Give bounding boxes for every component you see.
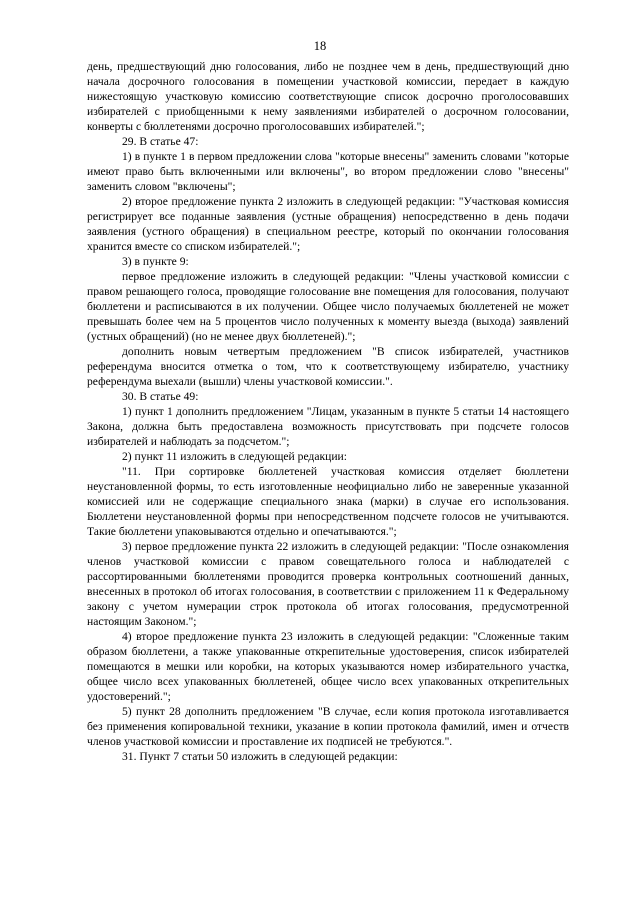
- paragraph: "11. При сортировке бюллетеней участковая комиссия отделяет бюллетени неустановленной формы, то есть изготовленные неофициально либо не заверенные указанной комиссией или не содержащие специального знака (марки) в случае его использования. Бюллетени неустановленной формы при непосредственном подсчете голосов не учитываются. Такие бюллетени упаковываются отдельно и опечатываются.";: [87, 465, 569, 538]
- paragraph: 4) второе предложение пункта 23 изложить в следующей редакции: "Сложенные таким образом бюллетени, а также упакованные открепительные удостоверения, список избирателей помещаются в мешки или коробки, на которых указываются номер избирательного участка, общее число всех упакованных бюллетеней, общее число всех упакованных открепительных удостоверений.";: [87, 630, 569, 703]
- paragraph: 1) в пункте 1 в первом предложении слова "которые внесены" заменить словами "которые имеют право быть включенными или включены", во втором предложении слово "внесены" заменить словом "включены";: [87, 150, 569, 193]
- paragraph: день, предшествующий дню голосования, либо не позднее чем в день, предшествующий дню начала досрочного голосования в помещении участковой комиссии, передает в каждую нижестоящую участковую комиссию соответствующие список досрочно проголосовавших избирателей с приобщенными к нему заявлениями избирателей о досрочном голосовании, конверты с бюллетенями досрочно проголосовавших избирателей.";: [87, 60, 569, 133]
- document-body: [87, 59, 569, 764]
- paragraph: 5) пункт 28 дополнить предложением "В случае, если копия протокола изготавливается без применения копировальной техники, указание в копии протокола фамилий, имен и отчеств членов участковой комиссии и проставление их подписей не требуются.".: [87, 705, 569, 748]
- paragraph: 31. Пункт 7 статьи 50 изложить в следующей редакции:: [122, 750, 398, 763]
- paragraph: первое предложение изложить в следующей редакции: "Члены участковой комиссии с правом решающего голоса, проводящие голосование вне помещения для голосования, получают бюллетени и расписываются в их получении. Общее число получаемых бюллетеней не может превышать более чем на 5 процентов число полученных к моменту выезда (выхода) заявлений (устных обращений) (но не менее двух бюллетеней).";: [87, 270, 569, 343]
- paragraph: дополнить новым четвертым предложением "В список избирателей, участников референдума вносится отметка о том, что к соответствующему избирателю, участнику референдума выехали (вышли) члены участковой комиссии.".: [87, 345, 569, 388]
- paragraph: 2) второе предложение пункта 2 изложить в следующей редакции: "Участковая комиссия регистрирует все поданные заявления (устные обращения) непосредственно в день подачи заявления (устного обращения) в специальном реестре, который по окончании голосования хранится вместе со списком избирателей.";: [87, 195, 569, 253]
- paragraph: 3) в пункте 9:: [122, 255, 189, 268]
- page-number: 18: [313, 39, 327, 53]
- paragraph: 29. В статье 47:: [122, 135, 199, 148]
- paragraph: 30. В статье 49:: [122, 390, 199, 403]
- paragraph: 2) пункт 11 изложить в следующей редакции:: [122, 450, 347, 463]
- paragraph: 3) первое предложение пункта 22 изложить в следующей редакции: "После ознакомления членов участковой комиссии с правом совещательного голоса и наблюдателей с рассортированными бюллетенями проводится проверка контрольных соотношений данных, внесенных в протокол об итогах голосования, в соответствии с приложением 11 к Федеральному закону с учетом нумерации строк протокола об итогах голосования, предусмотренной настоящим Законом.";: [87, 540, 569, 628]
- paragraph: 1) пункт 1 дополнить предложением "Лицам, указанным в пункте 5 статьи 14 настоящего Закона, должна быть предоставлена возможность присутствовать при подсчете голосов избирателей и наблюдать за подсчетом.";: [87, 405, 569, 448]
